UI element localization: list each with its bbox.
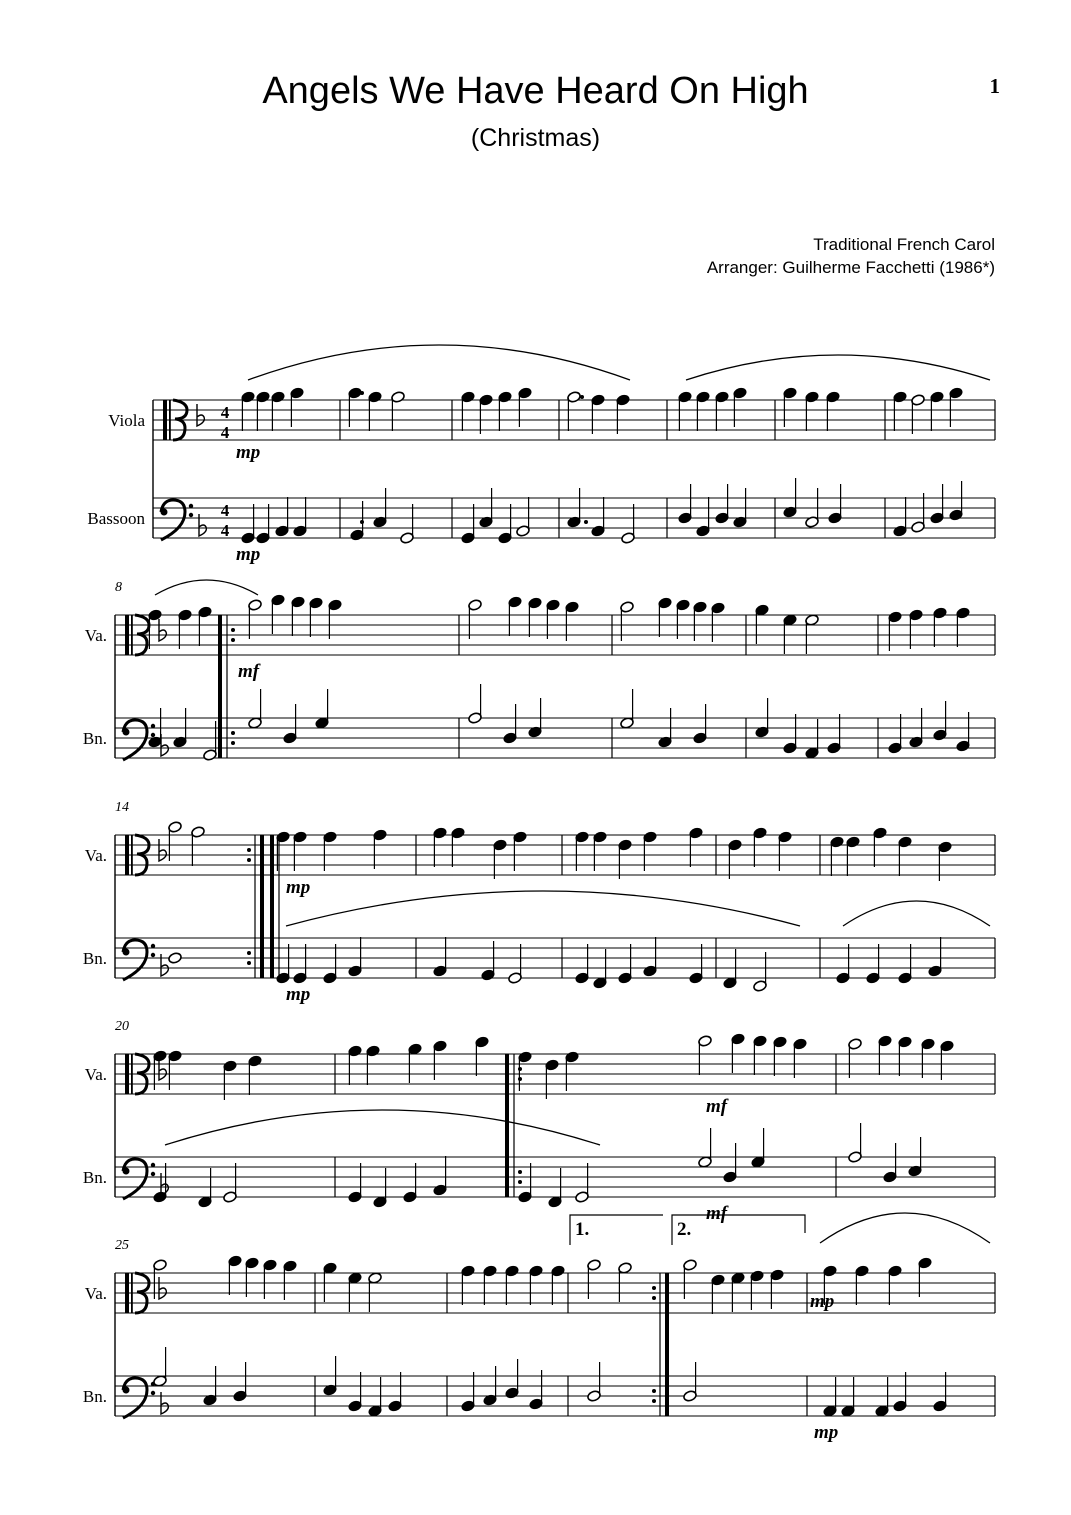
dynamic-mp: mp — [286, 984, 311, 1005]
augmentation-dot — [231, 628, 235, 632]
alto-clef-bar — [131, 615, 133, 655]
alto-clef-bar — [125, 835, 129, 875]
score-title: Angels We Have Heard On High — [262, 70, 809, 112]
bass-clef-dot — [189, 513, 193, 517]
bass-clef-curve — [123, 720, 147, 760]
time-signature-bottom: 4 — [220, 423, 230, 442]
augmentation-dot — [518, 1067, 522, 1071]
bass-clef-curve — [123, 1378, 147, 1418]
page-number: 1 — [989, 74, 1000, 98]
dynamic-mf: mf — [706, 1096, 728, 1117]
bass-clef-dot — [123, 1168, 130, 1175]
score-subtitle: (Christmas) — [470, 124, 601, 152]
augmentation-dot — [580, 395, 584, 399]
augmentation-dot — [247, 951, 251, 955]
whole-note — [168, 952, 183, 965]
time-signature-bottom: 4 — [220, 521, 230, 540]
volta-bracket-second — [672, 1215, 805, 1245]
augmentation-dot — [518, 1170, 522, 1174]
flat-sign — [159, 619, 166, 641]
dynamic-mp: mp — [236, 442, 261, 463]
augmentation-dot — [652, 1286, 656, 1290]
augmentation-dot — [247, 848, 251, 852]
arranger-credit: Arranger: Guilherme Facchetti (1986*) — [706, 258, 995, 277]
alto-clef-bar — [163, 400, 167, 440]
dynamic-mf: mf — [706, 1203, 728, 1224]
flat-sign — [161, 1173, 168, 1195]
alto-clef-bar — [125, 615, 129, 655]
flat-sign — [197, 404, 204, 426]
augmentation-dot — [360, 391, 364, 395]
measure-number: 14 — [115, 800, 129, 815]
augmentation-dot — [231, 741, 235, 745]
augmentation-dot — [247, 858, 251, 862]
slur-viola — [248, 345, 630, 380]
instrument-label-bassoon: Bn. — [82, 729, 107, 748]
bass-clef-dot — [151, 953, 155, 957]
bass-clef-dot — [151, 1391, 155, 1395]
flat-sign — [159, 1058, 166, 1080]
bass-clef-dot — [123, 1387, 130, 1394]
bass-clef-dot — [151, 1163, 155, 1167]
alto-clef-bar — [131, 1273, 133, 1313]
slur-bassoon — [286, 891, 800, 926]
bass-clef-curve — [123, 1159, 147, 1199]
slur-viola — [820, 1213, 990, 1243]
instrument-label-viola: Va. — [84, 626, 107, 645]
flat-sign — [161, 954, 168, 976]
augmentation-dot — [518, 1180, 522, 1184]
composer-credit: Traditional French Carol — [813, 235, 995, 254]
augmentation-dot — [652, 1296, 656, 1300]
alto-clef-bar — [131, 835, 133, 875]
bass-clef-dot — [151, 733, 155, 737]
instrument-label-viola: Va. — [84, 1065, 107, 1084]
instrument-label-bassoon: Bn. — [82, 949, 107, 968]
dynamic-mp: mp — [814, 1422, 839, 1443]
bass-clef-dot — [151, 944, 155, 948]
alto-clef-bar — [125, 1273, 129, 1313]
alto-clef-bar — [131, 1054, 133, 1094]
bass-clef-dot — [161, 509, 168, 516]
augmentation-dot — [652, 1399, 656, 1403]
volta-label-second: 2. — [677, 1219, 692, 1240]
slur-viola — [686, 355, 990, 380]
bass-clef-dot — [151, 724, 155, 728]
bass-clef-dot — [151, 1172, 155, 1176]
dynamic-mp: mp — [286, 877, 311, 898]
volta-label-first: 1. — [575, 1219, 590, 1240]
bass-clef-dot — [123, 729, 130, 736]
flat-sign — [199, 514, 206, 536]
measure-number: 25 — [115, 1238, 129, 1253]
alto-clef-bar — [169, 400, 171, 440]
instrument-label-bassoon: Bn. — [82, 1387, 107, 1406]
alto-clef-bar — [125, 1054, 129, 1094]
dynamic-mp: mp — [236, 544, 261, 565]
slur-viola — [155, 580, 258, 595]
augmentation-dot — [360, 520, 364, 524]
augmentation-dot — [231, 638, 235, 642]
augmentation-dot — [584, 520, 588, 524]
augmentation-dot — [247, 961, 251, 965]
slur-bassoon — [843, 901, 990, 926]
augmentation-dot — [652, 1389, 656, 1393]
instrument-label-bassoon: Bn. — [82, 1168, 107, 1187]
instrument-label-bassoon: Bassoon — [87, 509, 145, 528]
augmentation-dot — [231, 731, 235, 735]
measure-number: 8 — [115, 580, 122, 595]
time-signature-top: 4 — [220, 501, 230, 520]
instrument-label-viola: Viola — [108, 411, 145, 430]
bass-clef-curve — [161, 500, 185, 540]
flat-sign — [161, 1392, 168, 1414]
bass-clef-dot — [123, 949, 130, 956]
flat-sign — [161, 734, 168, 756]
time-signature-top: 4 — [220, 403, 230, 422]
flat-sign — [159, 1277, 166, 1299]
flat-sign — [159, 839, 166, 861]
bass-clef-dot — [189, 504, 193, 508]
dynamic-mf: mf — [238, 661, 260, 682]
augmentation-dot — [518, 1077, 522, 1081]
slur-bassoon — [165, 1110, 600, 1145]
instrument-label-viola: Va. — [84, 1284, 107, 1303]
bass-clef-curve — [123, 940, 147, 980]
dynamic-mp: mp — [810, 1291, 835, 1312]
measure-number: 20 — [115, 1019, 129, 1034]
instrument-label-viola: Va. — [84, 846, 107, 865]
